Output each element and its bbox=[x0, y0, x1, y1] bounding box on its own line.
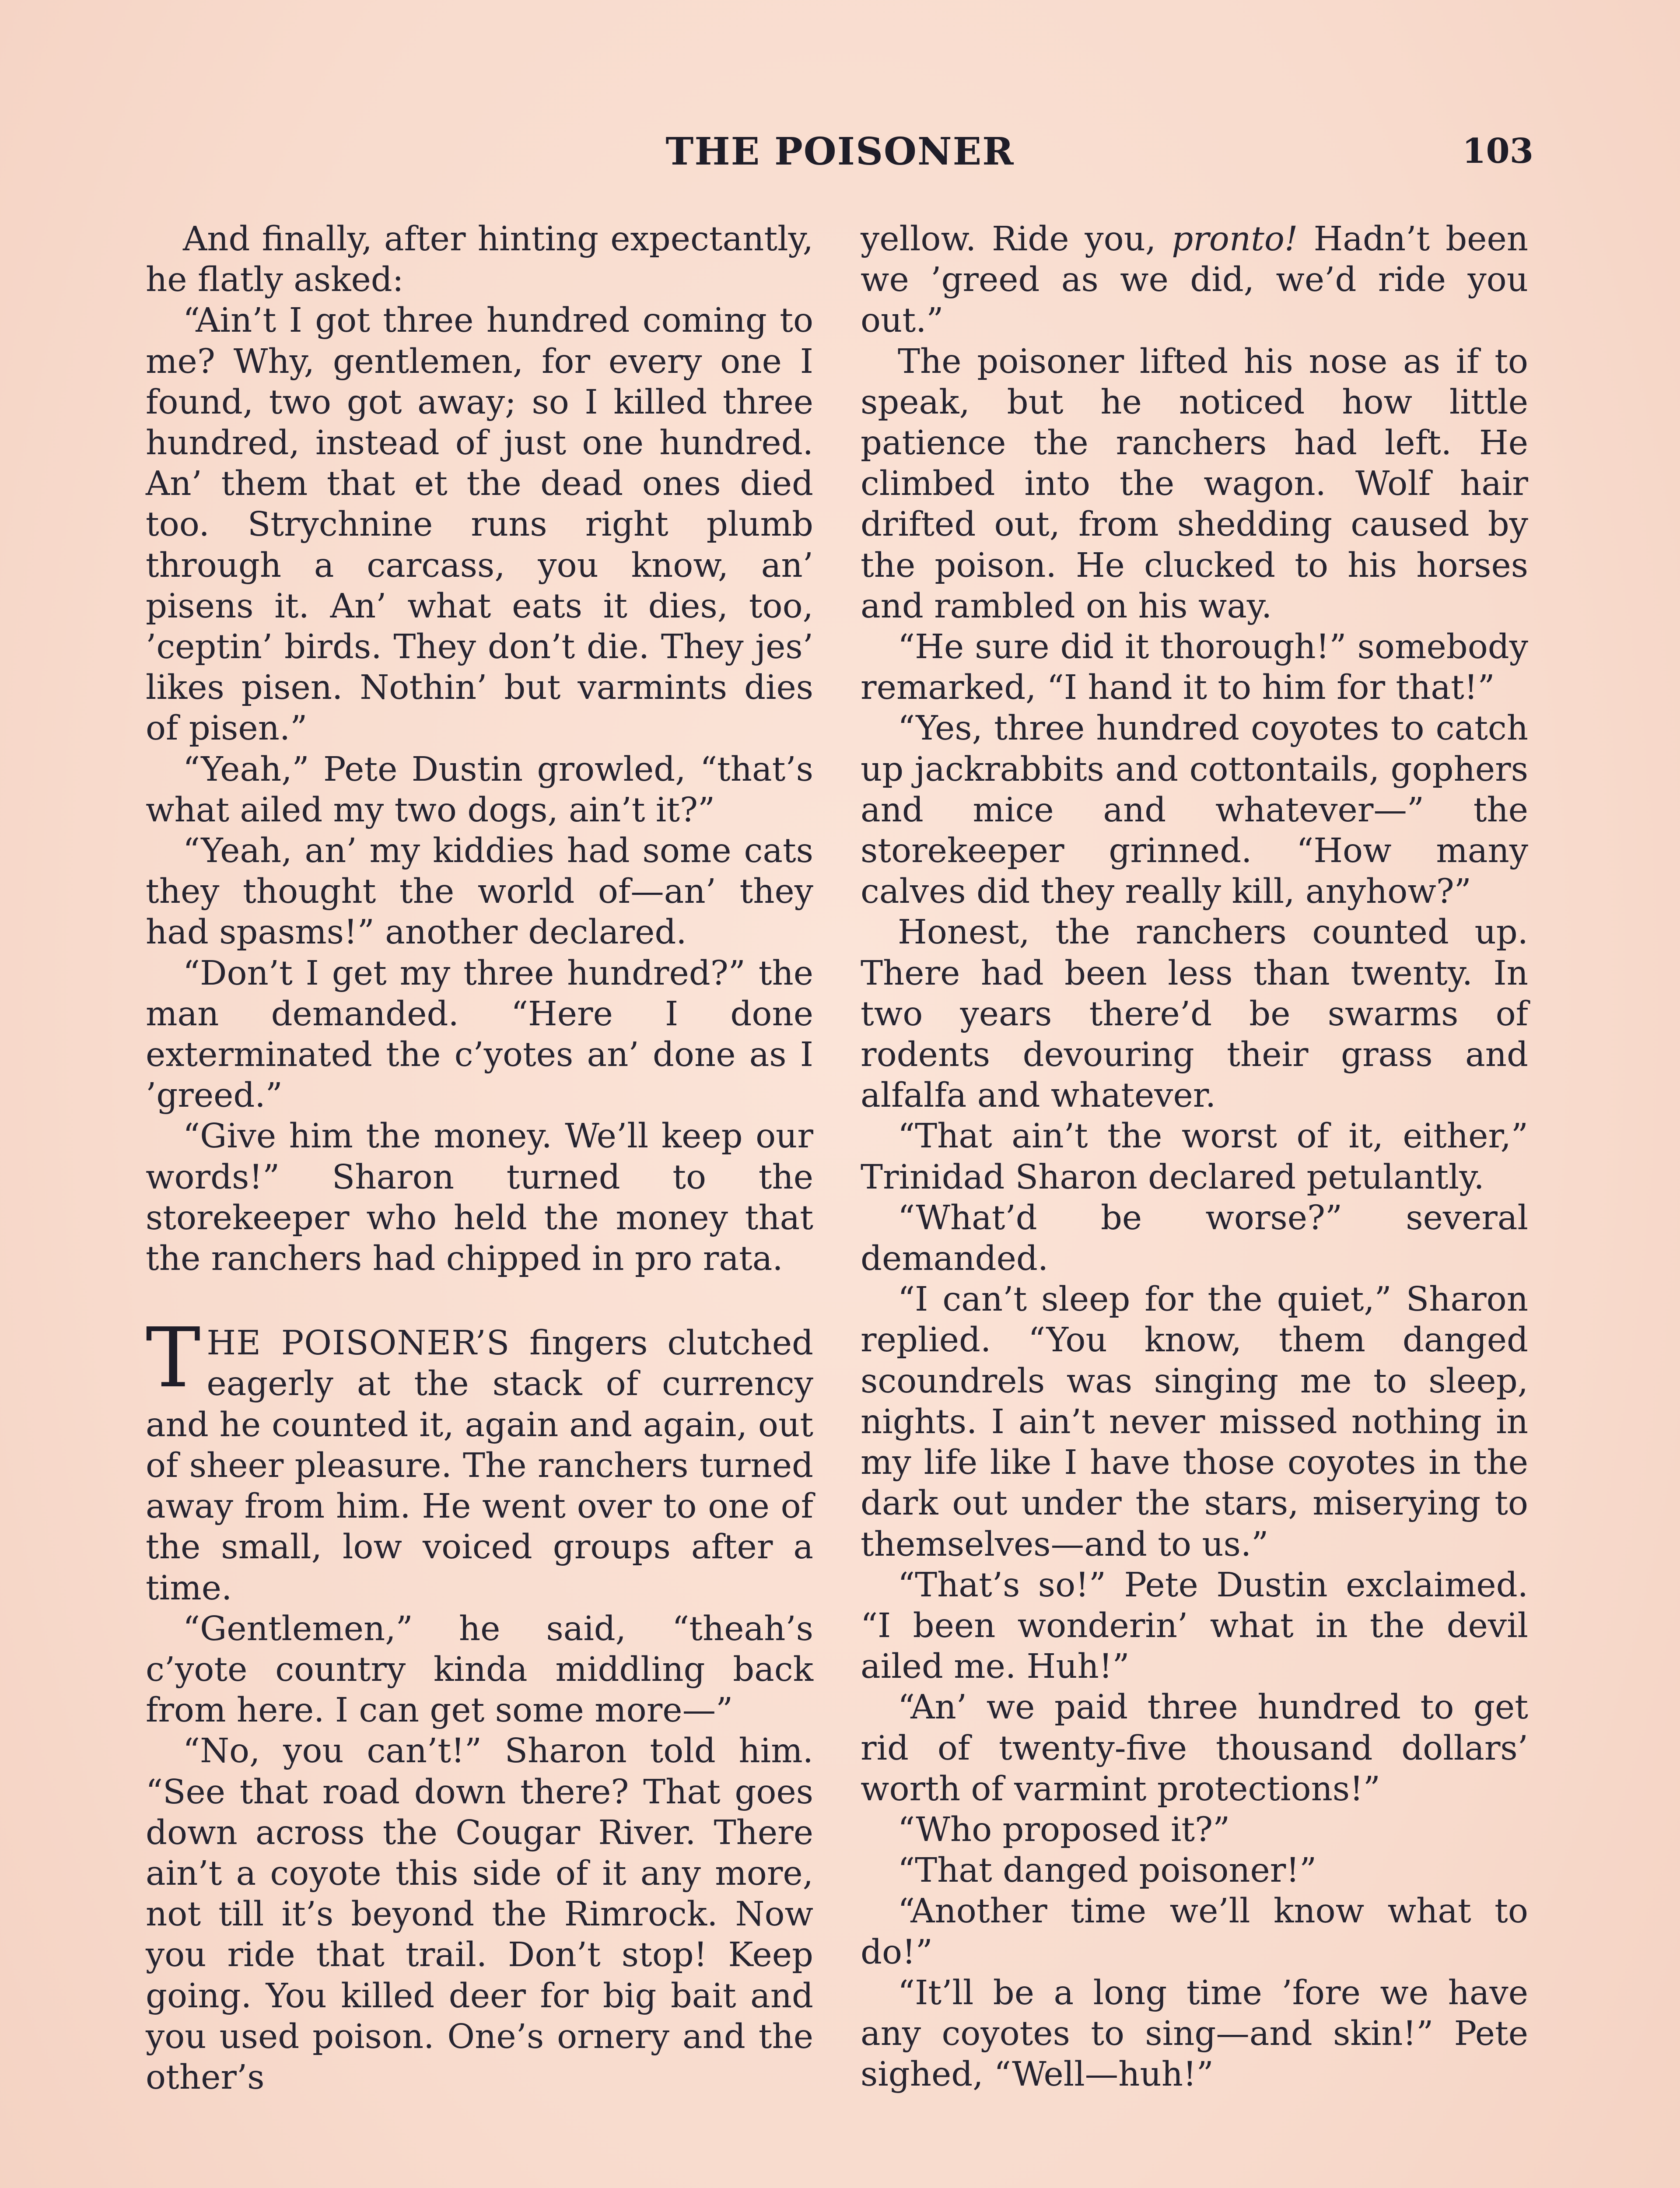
paragraph: “That’s so!” Pete Dustin exclaimed. “I been wonderin’ what in the devil ailed me. Huh!” bbox=[861, 1565, 1528, 1687]
left-column bbox=[146, 219, 813, 2098]
paragraph: “An’ we paid three hundred to get rid of twenty-five thousand dollars’ worth of varmint protections!” bbox=[861, 1688, 1528, 1809]
text-run: yellow. Ride you, bbox=[861, 220, 1172, 259]
paragraph: “Yeah,” Pete Dustin growled, “that’s what ailed my two dogs, ain’t it?” bbox=[146, 750, 813, 830]
paragraph: “What’d be worse?” several demanded. bbox=[861, 1198, 1528, 1279]
paragraph: “I can’t sleep for the quiet,” Sharon replied. “You know, them danged scoundrels was singing me to sleep, nights. I ain’t never missed nothing in my life like I have those coyotes in the dark out under the stars, miserying to themselves—and to us.” bbox=[861, 1280, 1528, 1564]
paragraph: “Don’t I get my three hundred?” the man demanded. “Here I done exterminated the c’yotes an’ done as I ’greed.” bbox=[146, 954, 813, 1115]
paragraph: “Gentlemen,” he said, “theah’s c’yote country kinda middling back from here. I can get some more—” bbox=[146, 1609, 813, 1730]
paragraph: “Give him the money. We’ll keep our words!” Sharon turned to the storekeeper who held the money that the ranchers had chipped in pro rata. bbox=[146, 1117, 813, 1279]
paragraph: “Yeah, an’ my kiddies had some cats they thought the world of—an’ they had spasms!” another declared. bbox=[146, 831, 813, 952]
paragraph: “Another time we’ll know what to do!” bbox=[861, 1892, 1528, 1972]
text-run: Hadn’t been we ’greed as we did, we’d ride you out.” bbox=[861, 220, 1528, 340]
paragraph: And finally, after hinting expectantly, he flatly asked: bbox=[146, 220, 813, 300]
drop-cap: T bbox=[146, 1310, 201, 1406]
paragraph: “He sure did it thorough!” somebody remarked, “I hand it to him for that!” bbox=[861, 628, 1528, 708]
paragraph: The poisoner lifted his nose as if to speak, but he noticed how little patience the ranchers had left. He climbed into the wagon. Wolf hair drifted out, from shedding caused by the poison. He clucked to his horses and rambled on his way. bbox=[861, 342, 1528, 626]
section-opening-paragraph bbox=[146, 1310, 813, 1608]
paragraph: “Who proposed it?” bbox=[898, 1810, 1230, 1849]
paragraph: “That danged poisoner!” bbox=[898, 1851, 1317, 1890]
page-number: 103 bbox=[1462, 131, 1533, 171]
section-lead-words: HE POISONER’S bbox=[206, 1324, 510, 1363]
paragraph: “Ain’t I got three hundred coming to me? Why, gentlemen, for every one I found, two got away; so I killed three hundred, instead of just one hundred. An’ them that et the dead ones died too. Strychnine runs right plumb through a carcass, you know, an’ pisens it. An’ what eats it dies, too, ’ceptin’ birds. They don’t die. They jes’ likes pisen. Nothin’ but varmints dies of pisen.” bbox=[146, 301, 813, 748]
continued-paragraph bbox=[861, 219, 1528, 341]
section-break bbox=[146, 1279, 813, 1323]
paragraph: “No, you can’t!” Sharon told him. “See that road down there? That goes down across the Cougar River. There ain’t a coyote this side of it any more, not till it’s beyond the Rimrock. Now you ride that trail. Don’t stop! Keep going. You killed deer for big bait and you used poison. One’s ornery and the other’s bbox=[146, 1732, 813, 2097]
section-text: fingers clutched eagerly at the stack of currency and he counted it, again and again, out of sheer pleasure. The ranchers turned away from him. He went over to one of the small, low voiced groups after a time. bbox=[146, 1324, 813, 1608]
paragraph: Honest, the ranchers counted up. There had been less than twenty. In two years there’d be swarms of rodents devouring their grass and alfalfa and whatever. bbox=[861, 913, 1528, 1115]
italic-word: pronto! bbox=[1172, 220, 1298, 259]
paragraph: “Yes, three hundred coyotes to catch up jackrabbits and cottontails, gophers and mice and whatever—” the storekeeper grinned. “How many calves did they really kill, anyhow?” bbox=[861, 709, 1528, 912]
paragraph: “It’ll be a long time ’fore we have any coyotes to sing—and skin!” Pete sighed, “Well—huh!” bbox=[861, 1973, 1528, 2094]
right-column bbox=[861, 219, 1528, 2095]
running-title: THE POISONER bbox=[665, 130, 1015, 174]
paragraph: “That ain’t the worst of it, either,” Trinidad Sharon declared petulantly. bbox=[861, 1117, 1528, 1197]
